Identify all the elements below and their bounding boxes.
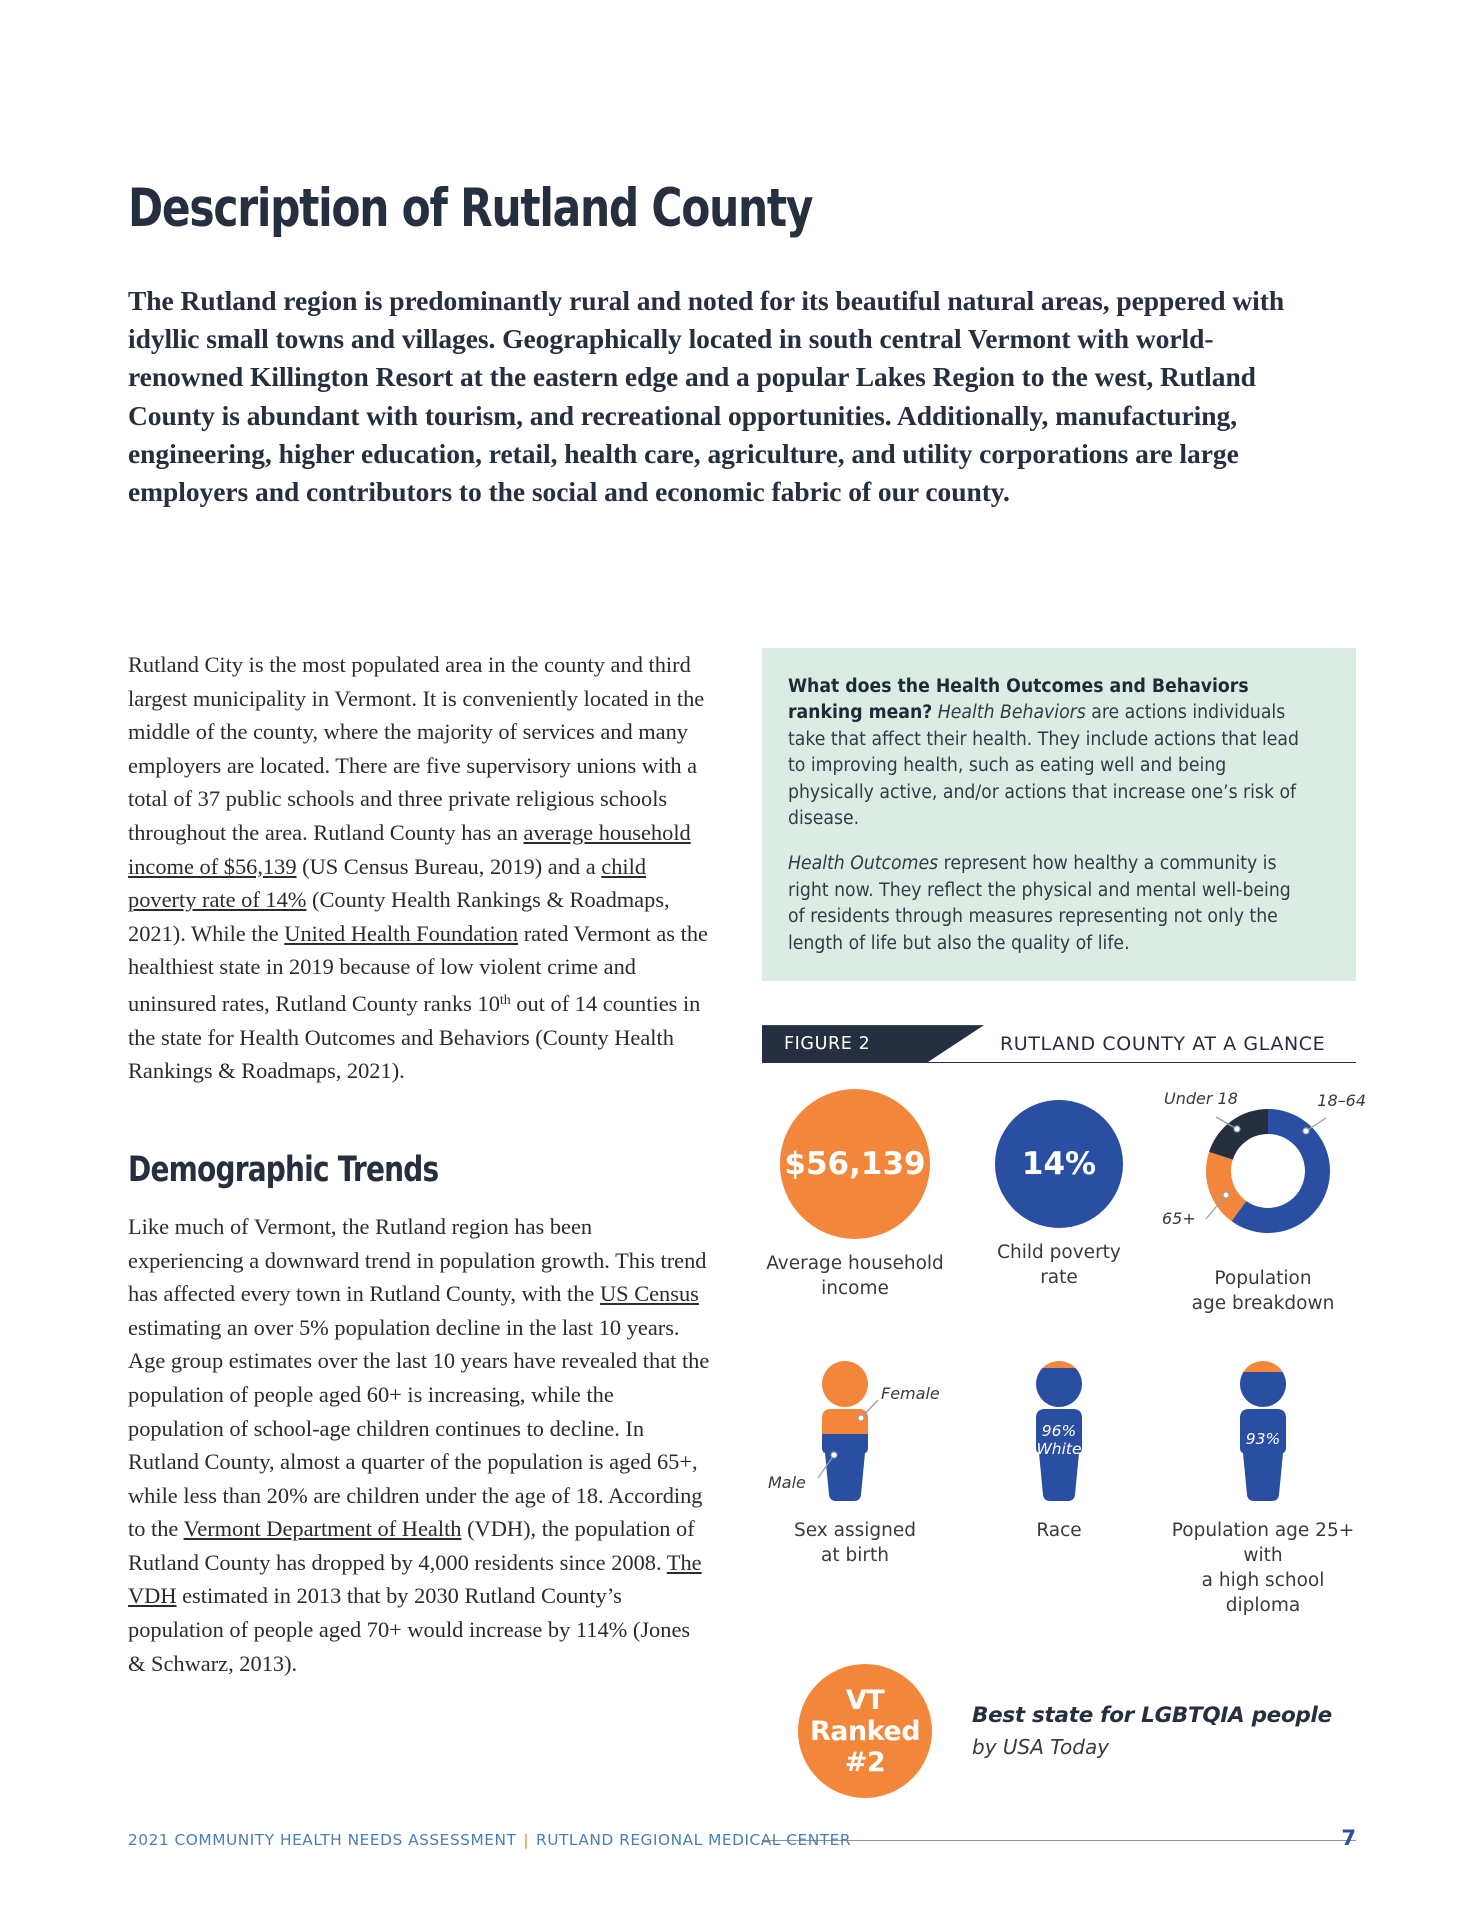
diploma-value-text: 93% xyxy=(1245,1430,1281,1449)
person-dot-male xyxy=(831,1452,837,1458)
stat-label-race: Race xyxy=(1036,1520,1082,1542)
footer-text xyxy=(128,1831,851,1849)
footer-organization: RUTLAND REGIONAL MEDICAL CENTER xyxy=(536,1831,852,1849)
callout-term-health-outcomes: Health Outcomes xyxy=(788,853,939,875)
link-us-census[interactable]: US Census xyxy=(599,1281,699,1307)
label-male: Male xyxy=(768,1473,806,1493)
page-title: Description of Rutland County xyxy=(128,178,813,239)
page-number: 7 xyxy=(1341,1826,1356,1850)
callout-term-health-behaviors: Health Behaviors xyxy=(932,702,1086,724)
stat-race xyxy=(966,1356,1152,1543)
stat-label-sex: Sex assigned at birth xyxy=(794,1520,916,1567)
person-top-nodiploma xyxy=(1230,1356,1310,1372)
vt-rank-title: Best state for LGBTQIA people xyxy=(972,1703,1332,1729)
stat-average-household-income xyxy=(762,1089,948,1301)
figure-row-people xyxy=(762,1356,1356,1618)
left-column xyxy=(128,648,710,1680)
person-icon-race-svg xyxy=(966,1356,1152,1506)
paragraph-rutland-city xyxy=(128,648,710,1088)
person-leader-female xyxy=(861,1400,878,1418)
donut-chart-svg xyxy=(1168,1089,1358,1254)
bubble-income-value: $56,139 xyxy=(780,1089,930,1239)
donut-dot-65-plus xyxy=(1223,1192,1229,1198)
vt-rank-line3: #2 xyxy=(844,1746,886,1778)
footer-assessment-label: 2021 COMMUNITY HEALTH NEEDS ASSESSMENT xyxy=(128,1831,517,1849)
donut-dot-under-18 xyxy=(1234,1126,1240,1132)
callout-paragraph-2 xyxy=(788,851,1330,957)
stat-label-income: Average household income xyxy=(766,1253,944,1300)
right-column xyxy=(762,648,1366,1841)
person-icon-diploma-svg xyxy=(1170,1356,1356,1506)
ordinal-suffix: th xyxy=(499,992,511,1008)
callout-question: What does the Health Outcomes and Behaviors ranking mean? xyxy=(788,676,1249,724)
bubble-poverty-value: 14% xyxy=(995,1100,1123,1228)
p2-text-c: (VDH), the population of Rutland County has dropped by 4,000 residents since 2008. xyxy=(128,1516,695,1575)
stat-label-poverty: Child poverty rate xyxy=(997,1242,1121,1289)
donut-chart xyxy=(1162,1089,1366,1254)
subheading-demographic-trends: Demographic Trends xyxy=(128,1149,439,1190)
stat-child-poverty-rate xyxy=(966,1089,1152,1290)
person-icon-sex xyxy=(762,1356,948,1506)
vt-rank-text xyxy=(972,1703,1332,1759)
vt-rank-line2: Ranked xyxy=(809,1715,921,1747)
person-bottom-male xyxy=(812,1434,932,1506)
vt-rank-block xyxy=(762,1664,1356,1798)
callout-paragraph-1 xyxy=(788,674,1330,832)
person-top-other xyxy=(1026,1356,1106,1368)
link-vermont-department-of-health[interactable]: Vermont Department of Health xyxy=(183,1516,462,1542)
callout-body-2: represent how healthy a community is right now. They reflect the physical and mental well-being of residents through measures representing not only the length of life but also the quality of life. xyxy=(788,853,1291,954)
link-united-health-foundation[interactable]: United Health Foundation xyxy=(284,920,519,946)
label-female: Female xyxy=(881,1384,940,1404)
person-icon-diploma xyxy=(1170,1356,1356,1506)
figure-row-stats xyxy=(762,1089,1366,1316)
donut-segment-under-18 xyxy=(1209,1109,1268,1160)
footer-separator: | xyxy=(523,1831,530,1849)
figure-number: FIGURE 2 xyxy=(784,1034,871,1055)
donut-label-18-64: 18–64 xyxy=(1317,1091,1366,1111)
donut-label-65-plus: 65+ xyxy=(1162,1209,1196,1229)
link-the-vdh[interactable]: The VDH xyxy=(128,1549,702,1609)
donut-label-under-18: Under 18 xyxy=(1164,1089,1238,1109)
vt-rank-line1: VT xyxy=(845,1684,885,1716)
stat-label-diploma: Population age 25+ with a high school diploma xyxy=(1171,1520,1355,1617)
lead-paragraph: The Rutland region is predominantly rural and noted for its beautiful natural areas, peppered with idyllic small towns and villages. Geographically located in south central Vermont with world-renowned Killington Resort at the eastern edge and a popular Lakes Region to the west, Rutland County is abundant with tourism, and recreational opportunities. Additionally, manufacturing, engineering, higher education, retail, health care, agriculture, and utility corporations are large employers and contributors to the social and economic fabric of our county. xyxy=(128,285,1285,508)
stat-population-age-breakdown xyxy=(1162,1089,1366,1316)
figure-header xyxy=(762,1025,1356,1063)
race-value-text-2: White xyxy=(1036,1440,1082,1459)
p2-text-b: estimating an over 5% population decline in the last 10 years. Age group estimates over the last 10 years have revealed that the population of people aged 60+ is increasing, while the population of school-age children continues to decline. In Rutland County, almost a quarter of the population is aged 65+, while less than 20% are children under the age of 18. According to the xyxy=(128,1314,710,1542)
p1-text-c: (County Health Rankings & Roadmaps, 2021). While the xyxy=(128,887,670,946)
link-child-poverty-rate[interactable]: child poverty rate of 14% xyxy=(128,853,647,913)
vt-rank-source: by USA Today xyxy=(972,1735,1110,1760)
p1-text-d: rated Vermont as the healthiest state in 2019 because of low violent crime and uninsured rates, Rutland County ranks 10 xyxy=(128,920,708,1017)
vt-rank-badge xyxy=(798,1664,932,1798)
race-value-text: 96% xyxy=(1041,1422,1077,1441)
paragraph-demographic-trends xyxy=(128,1210,710,1680)
p1-text-a: Rutland City is the most populated area in the county and third largest municipality in Vermont. It is conveniently located in the middle of the county, where the majority of services and many employers are located. There are five supervisory unions with a total of 37 public schools and three private religious schools throughout the area. Rutland County has an xyxy=(128,652,705,845)
p2-text-a: Like much of Vermont, the Rutland region has been experiencing a downward trend in population growth. This trend has affected every town in Rutland County, with the xyxy=(128,1213,707,1307)
stat-high-school-diploma xyxy=(1170,1356,1356,1618)
page-footer xyxy=(128,1826,1356,1850)
p2-text-d: estimated in 2013 that by 2030 Rutland County’s population of people aged 70+ would increase by 114% (Jones & Schwarz, 2013). xyxy=(128,1583,691,1676)
stat-sex-assigned-at-birth xyxy=(762,1356,948,1568)
figure-title: RUTLAND COUNTY AT A GLANCE xyxy=(1000,1033,1326,1056)
stat-label-age-breakdown: Population age breakdown xyxy=(1191,1268,1335,1315)
health-ranking-callout xyxy=(762,648,1356,981)
donut-dot-18-64 xyxy=(1303,1128,1309,1134)
link-average-household-income[interactable]: average household income of $56,139 xyxy=(128,819,691,879)
person-dot-female xyxy=(858,1415,864,1421)
callout-body-1: are actions individuals take that affect their health. They include actions that lead to improving health, such as eating well and being physically active, and/or actions that increase one’s risk of disease. xyxy=(788,702,1299,830)
person-icon-race xyxy=(966,1356,1152,1506)
p1-text-e: out of 14 counties in the state for Health Outcomes and Behaviors (County Health Rankings & Roadmaps, 2021). xyxy=(128,991,701,1084)
p1-text-b: (US Census Bureau, 2019) and a xyxy=(296,853,602,879)
